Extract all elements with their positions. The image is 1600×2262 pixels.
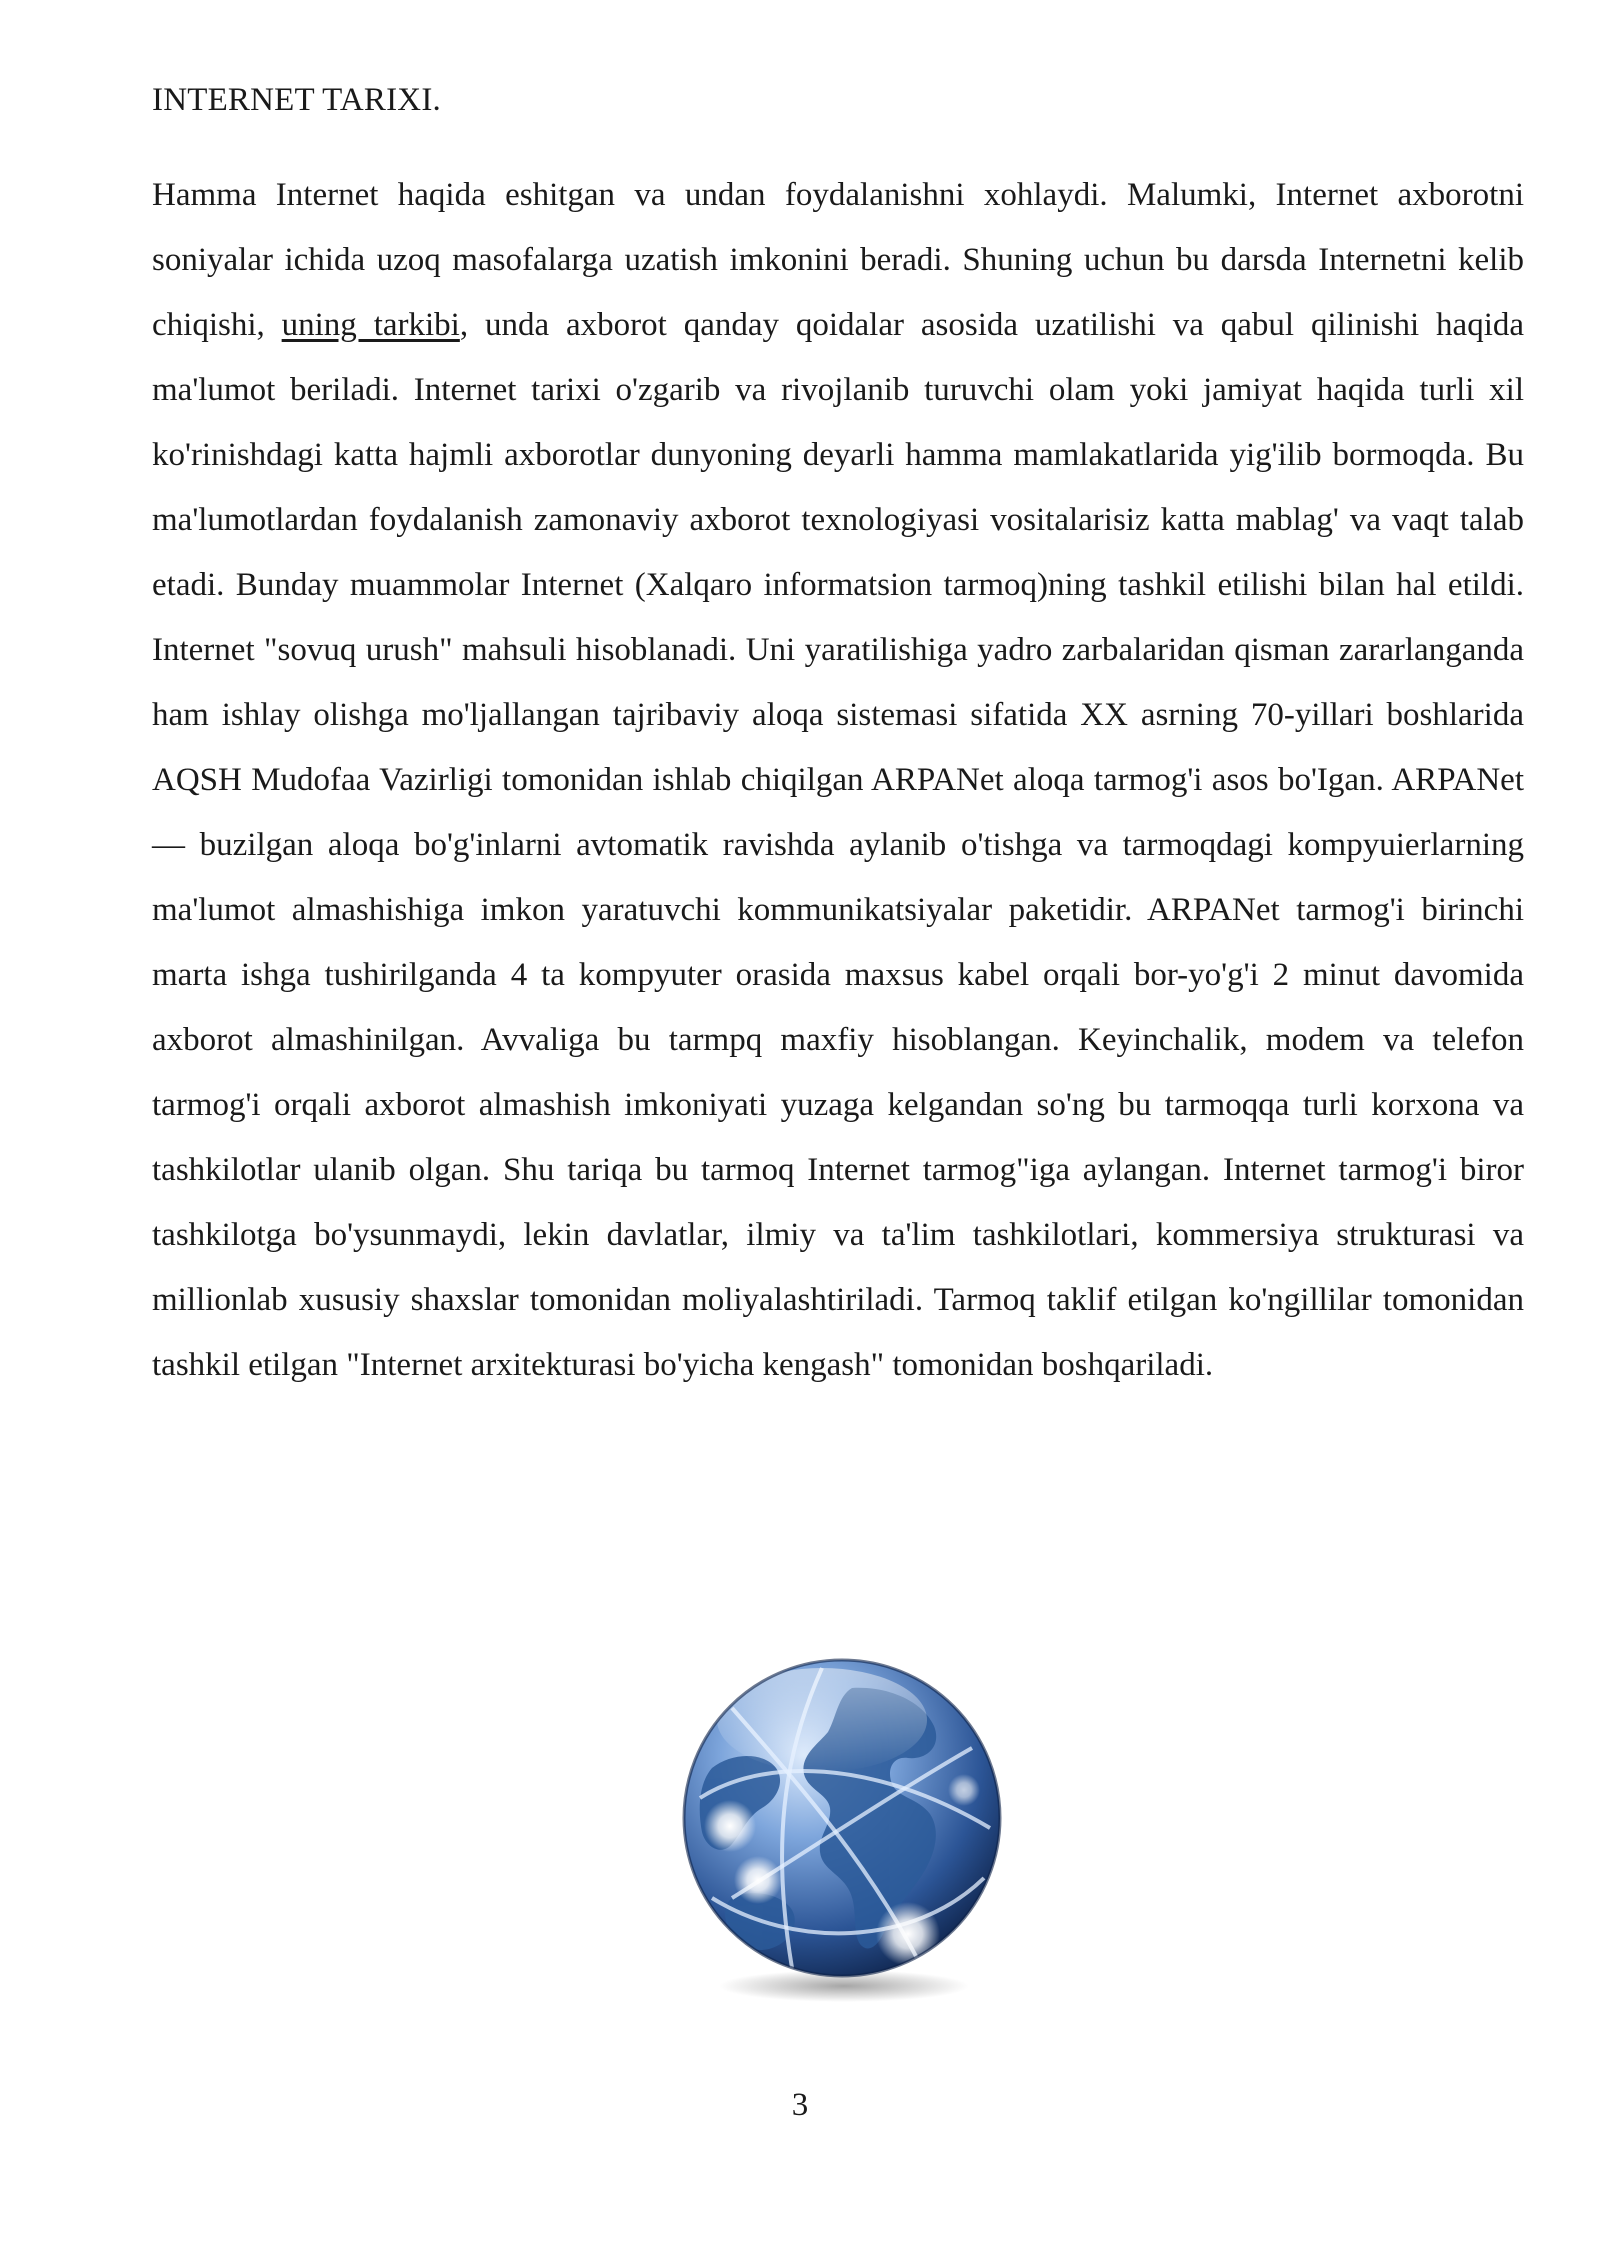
body-paragraph [152, 163, 1524, 1398]
structure-link[interactable]: uning tarkibi [281, 307, 460, 343]
page-title: INTERNET TARIXI. [152, 82, 441, 118]
paragraph-text-end: , unda axborot qanday qoidalar asosida uzatilishi va qabul qilinishi haqida ma'lumot beriladi. Internet tarixi o'zgarib va rivojlanib turuvchi olam yoki jamiyat haqida turli xil ko'rinishdagi katta hajmli axborotlar dunyoning deyarli hamma mamlakatlarida yig'ilib bormoqda. Bu ma'lumotlardan foydalanish zamonaviy axborot texnologiyasi vositalarisiz katta mablag' va vaqt talab etadi. Bunday muammolar Internet (Xalqaro informatsion tarmoq)ning tashkil etilishi bilan hal etildi. Internet "sovuq urush" mahsuli hisoblanadi. Uni yaratilishiga yadro zarbalaridan qisman zararlanganda ham ishlay olishga mo'ljallangan tajribaviy aloqa sistemasi sifatida XX asrning 70-yillari boshlarida AQSH Mudofaa Vazirligi tomonidan ishlab chiqilgan ARPANet aloqa tarmog'i asos bo'Igan. ARPANet — buzilgan aloqa bo'g'inlarni avtomatik ravishda aylanib o'tishga va tarmoqdagi kompyuierlarning ma'lumot almashishiga imkon yaratuvchi kommunikatsiyalar paketidir. ARPANet tarmog'i birinchi marta ishga tushirilganda 4 ta kompyuter orasida maxsus kabel orqali bor-yo'g'i 2 minut davomida axborot almashinilgan. Avvaliga bu tarmpq maxfiy hisoblangan. Keyinchalik, modem va telefon tarmog'i orqali axborot almashish imkoniyati yuzaga kelgandan so'ng bu tarmoqqa turli korxona va tashkilotlar ulanib olgan. Shu tariqa bu tarmoq Internet tarmog"iga aylangan. Internet tarmog'i biror tashkilotga bo'ysunmaydi, lekin davlatlar, ilmiy va ta'lim tashkilotlari, kommersiya strukturasi va millionlab xususiy shaxslar tomonidan moliyalashtiriladi. Tarmoq taklif etilgan ko'ngillilar tomonidan tashkil etilgan "Internet arxitekturasi bo'yicha kengash" tomonidan boshqariladi. [152, 307, 1525, 1383]
globe-network-icon [672, 1648, 1012, 2008]
page-number: 3 [791, 2087, 809, 2123]
paragraph-text-start: Hamma Internet haqida eshitgan va undan foydalanishni xohlaydi. Malumki, Internet axborotni soniyalar ichida uzoq masofalarga uzatish imkonini beradi. Shuning uchun bu darsda Internetni kelib chiqishi, [152, 177, 1524, 343]
